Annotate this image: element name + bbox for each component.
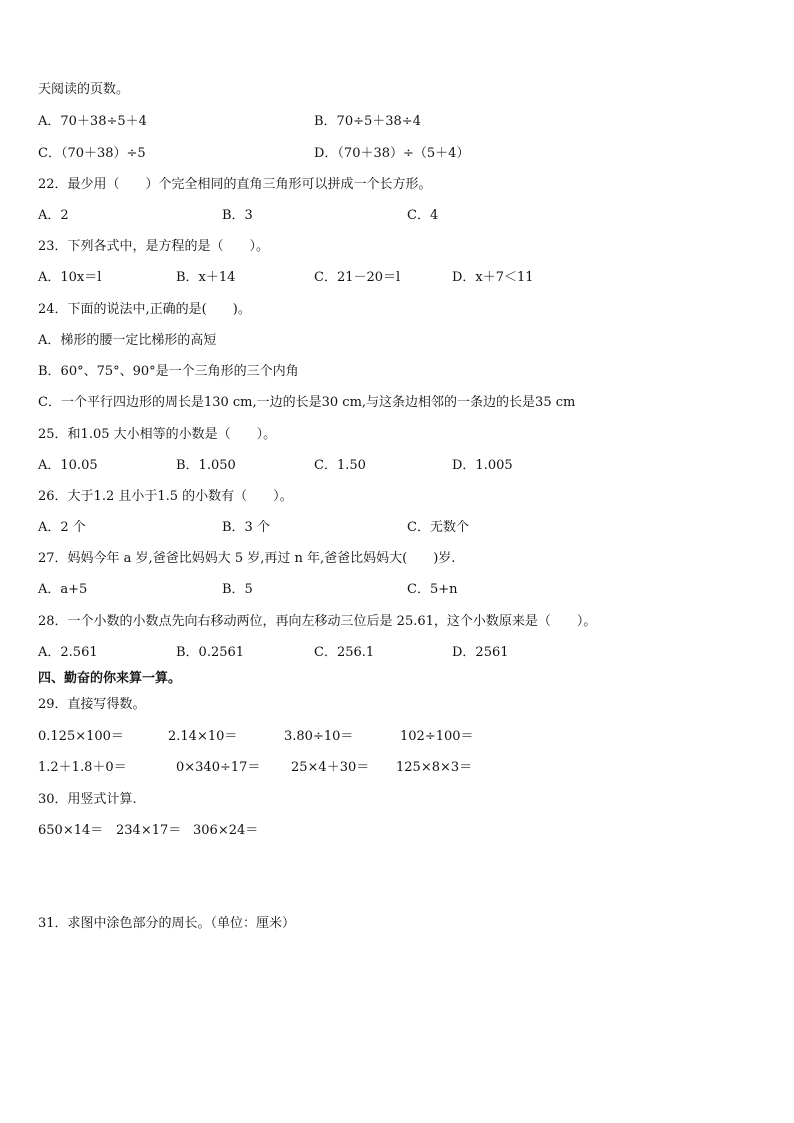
q31-stem: 31．求图中涂色部分的周长。（单位：厘米） bbox=[38, 916, 296, 931]
q24-option-a: A．梯形的腰一定比梯形的高短 bbox=[38, 333, 217, 348]
q25-option-d: D．1.005 bbox=[452, 458, 513, 473]
q25-option-b: B．1.050 bbox=[176, 458, 236, 473]
q28-option-c: C．256.1 bbox=[314, 645, 375, 660]
q29-item: 0×340÷17＝ bbox=[176, 760, 261, 775]
q29-item: 1.2＋1.8＋0＝ bbox=[38, 760, 127, 775]
q30-item: 650×14＝ bbox=[38, 823, 104, 838]
q30-item: 234×17＝ bbox=[116, 823, 182, 838]
q30-item: 306×24＝ bbox=[193, 823, 259, 838]
q28-stem: 28．一个小数的小数点先向右移动两位，再向左移动三位后是 25.61，这个小数原来是（ ）。 bbox=[38, 614, 597, 629]
q28-option-d: D．2561 bbox=[452, 645, 509, 660]
q25-stem: 25．和1.05 大小相等的小数是（ ）。 bbox=[38, 427, 277, 442]
section-four-heading: 四、勤奋的你来算一算。 bbox=[38, 671, 182, 686]
q28-option-a: A．2.561 bbox=[38, 645, 98, 660]
q25-option-c: C．1.50 bbox=[314, 458, 366, 473]
q21-option-d: D．（70＋38）÷（5＋4） bbox=[314, 146, 470, 161]
q25-option-a: A．10.05 bbox=[38, 458, 98, 473]
q21-option-a: A．70＋38÷5＋4 bbox=[38, 114, 147, 129]
q21-option-c: C．（70＋38）÷5 bbox=[38, 146, 146, 161]
q26-option-a: A．2 个 bbox=[38, 520, 86, 535]
q27-option-c: C．5+n bbox=[407, 582, 458, 597]
q21-option-b: B．70÷5＋38÷4 bbox=[314, 114, 421, 129]
q29-item: 25×4＋30＝ bbox=[291, 760, 370, 775]
q26-option-c: C．无数个 bbox=[407, 520, 469, 535]
q29-item: 3.80÷10＝ bbox=[284, 729, 354, 744]
q22-option-a: A．2 bbox=[38, 208, 69, 223]
q29-item: 0.125×100＝ bbox=[38, 729, 124, 744]
q23-option-b: B．x＋14 bbox=[176, 270, 236, 285]
q22-option-c: C．4 bbox=[407, 208, 439, 223]
q23-option-c: C．21－20＝l bbox=[314, 270, 401, 285]
q29-item: 102÷100＝ bbox=[400, 729, 474, 744]
continuation-text: 天阅读的页数。 bbox=[38, 82, 130, 97]
q23-option-d: D．x＋7＜11 bbox=[452, 270, 534, 285]
q29-item: 2.14×10＝ bbox=[168, 729, 238, 744]
q24-option-c: C．一个平行四边形的周长是130 cm,一边的长是30 cm,与这条边相邻的一条边的长是35 cm bbox=[38, 395, 576, 410]
q24-option-b: B．60°、75°、90°是一个三角形的三个内角 bbox=[38, 364, 299, 379]
q26-option-b: B．3 个 bbox=[222, 520, 270, 535]
q23-stem: 23．下列各式中，是方程的是（ ）。 bbox=[38, 239, 270, 254]
q22-stem: 22．最少用（ ）个完全相同的直角三角形可以拼成一个长方形。 bbox=[38, 177, 432, 192]
q27-stem: 27．妈妈今年 a 岁,爸爸比妈妈大 5 岁,再过 n 年,爸爸比妈妈大( )岁. bbox=[38, 551, 456, 566]
q28-option-b: B．0.2561 bbox=[176, 645, 245, 660]
q30-stem: 30．用竖式计算. bbox=[38, 792, 137, 807]
q24-stem: 24．下面的说法中,正确的是( )。 bbox=[38, 302, 251, 317]
q29-item: 125×8×3＝ bbox=[396, 760, 473, 775]
q29-stem: 29．直接写得数。 bbox=[38, 697, 146, 712]
q26-stem: 26．大于1.2 且小于1.5 的小数有（ ）。 bbox=[38, 489, 293, 504]
q23-option-a: A．10x＝l bbox=[38, 270, 102, 285]
q27-option-a: A．a+5 bbox=[38, 582, 88, 597]
q27-option-b: B．5 bbox=[222, 582, 253, 597]
q22-option-b: B．3 bbox=[222, 208, 253, 223]
